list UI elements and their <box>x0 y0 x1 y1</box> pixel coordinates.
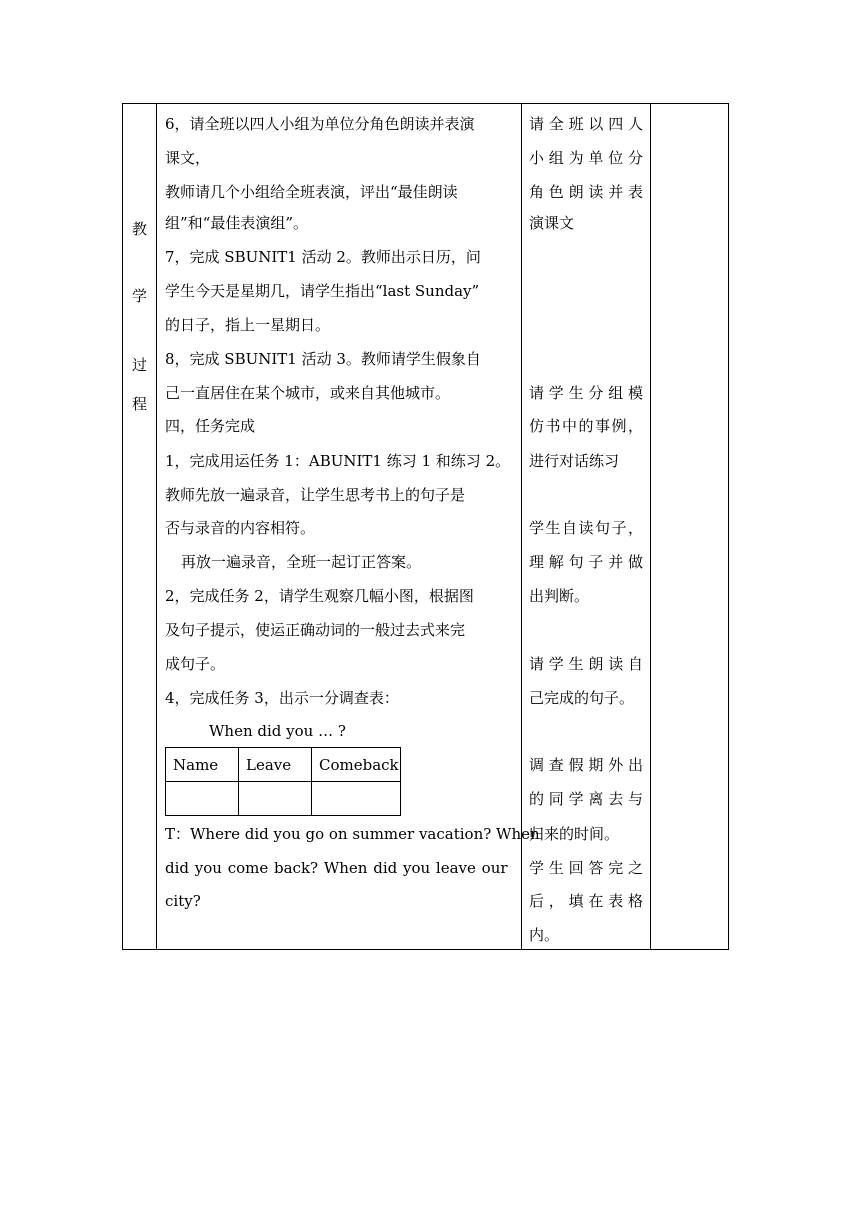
activity-line: 8，完成 SBUNIT1 活动 3。教师请学生假象自 <box>165 350 481 368</box>
activity-line: 及句子提示，使运正确动词的一般过去式来完 <box>165 621 466 639</box>
table-row <box>166 748 401 782</box>
activity-line: 4，完成任务 3，出示一分调查表： <box>165 689 399 707</box>
activity-line: 否与录音的内容相符。 <box>165 519 316 537</box>
student-line: 角色朗读并表 <box>529 183 643 201</box>
teacher-activity-column <box>157 104 540 949</box>
student-line: 仿书中的事例， <box>529 417 643 435</box>
lesson-plan-table <box>122 103 729 950</box>
student-line: 调查假期外出 <box>529 756 643 774</box>
survey-header-name: Name <box>166 748 239 782</box>
activity-line: 组”和“最佳表演组”。 <box>165 214 309 232</box>
student-line: 学生自读句子， <box>529 519 643 537</box>
student-line: 内。 <box>529 926 560 944</box>
stage-label-char: 过 <box>131 356 147 374</box>
student-line: 请学生朗读自 <box>529 655 643 673</box>
activity-line: 7，完成 SBUNIT1 活动 2。教师出示日历，问 <box>165 248 481 266</box>
survey-title: When did you … ? <box>209 722 346 740</box>
activity-line: 教师请几个小组给全班表演，评出“最佳朗读 <box>165 183 458 201</box>
survey-table <box>165 747 401 816</box>
dialogue-line: did you come back? When did you leave our <box>165 859 508 877</box>
dialogue-line: city? <box>165 892 201 910</box>
survey-cell <box>239 782 312 816</box>
activity-line: 教师先放一遍录音，让学生思考书上的句子是 <box>165 486 466 504</box>
stage-label-char: 学 <box>131 287 147 305</box>
activity-line: 己一直居住在某个城市，或来自其他城市。 <box>165 384 451 402</box>
student-line: 小组为单位分 <box>529 149 643 167</box>
survey-cell <box>166 782 239 816</box>
activity-line: 的日子，指上一星期日。 <box>165 316 331 334</box>
student-line: 归来的时间。 <box>529 825 620 843</box>
stage-label-char: 程 <box>131 395 147 413</box>
student-line: 己完成的句子。 <box>529 689 635 707</box>
survey-cell <box>312 782 401 816</box>
activity-line: 成句子。 <box>165 655 226 673</box>
student-line: 的同学离去与 <box>529 790 643 808</box>
activity-line: 2，完成任务 2，请学生观察几幅小图，根据图 <box>165 587 474 605</box>
remarks-column <box>651 104 729 949</box>
survey-header-comeback: Comeback <box>312 748 401 782</box>
stage-label-column <box>123 104 156 949</box>
dialogue-line: T：Where did you go on summer vacation? When <box>165 825 540 843</box>
student-activity-column <box>522 104 650 949</box>
stage-label-char: 教 <box>131 220 147 238</box>
activity-line: 1，完成用运任务 1：ABUNIT1 练习 1 和练习 2。 <box>165 452 511 470</box>
activity-line: 学生今天是星期几，请学生指出“last Sunday” <box>165 282 480 300</box>
student-line: 演课文 <box>529 214 575 232</box>
student-line: 请学生分组模 <box>529 384 643 402</box>
student-line: 学生回答完之 <box>529 859 643 877</box>
survey-header-leave: Leave <box>239 748 312 782</box>
student-line: 出判断。 <box>529 587 590 605</box>
activity-line: 课文， <box>165 149 211 167</box>
activity-line: 再放一遍录音，全班一起订正答案。 <box>181 553 422 571</box>
student-line: 进行对话练习 <box>529 452 620 470</box>
student-line: 理解句子并做 <box>529 553 643 571</box>
student-line: 后，填在表格 <box>529 892 643 910</box>
section-heading: 四，任务完成 <box>165 417 256 435</box>
activity-line: 6，请全班以四人小组为单位分角色朗读并表演 <box>165 115 475 133</box>
student-line: 请全班以四人 <box>529 115 643 133</box>
table-row <box>166 782 401 816</box>
